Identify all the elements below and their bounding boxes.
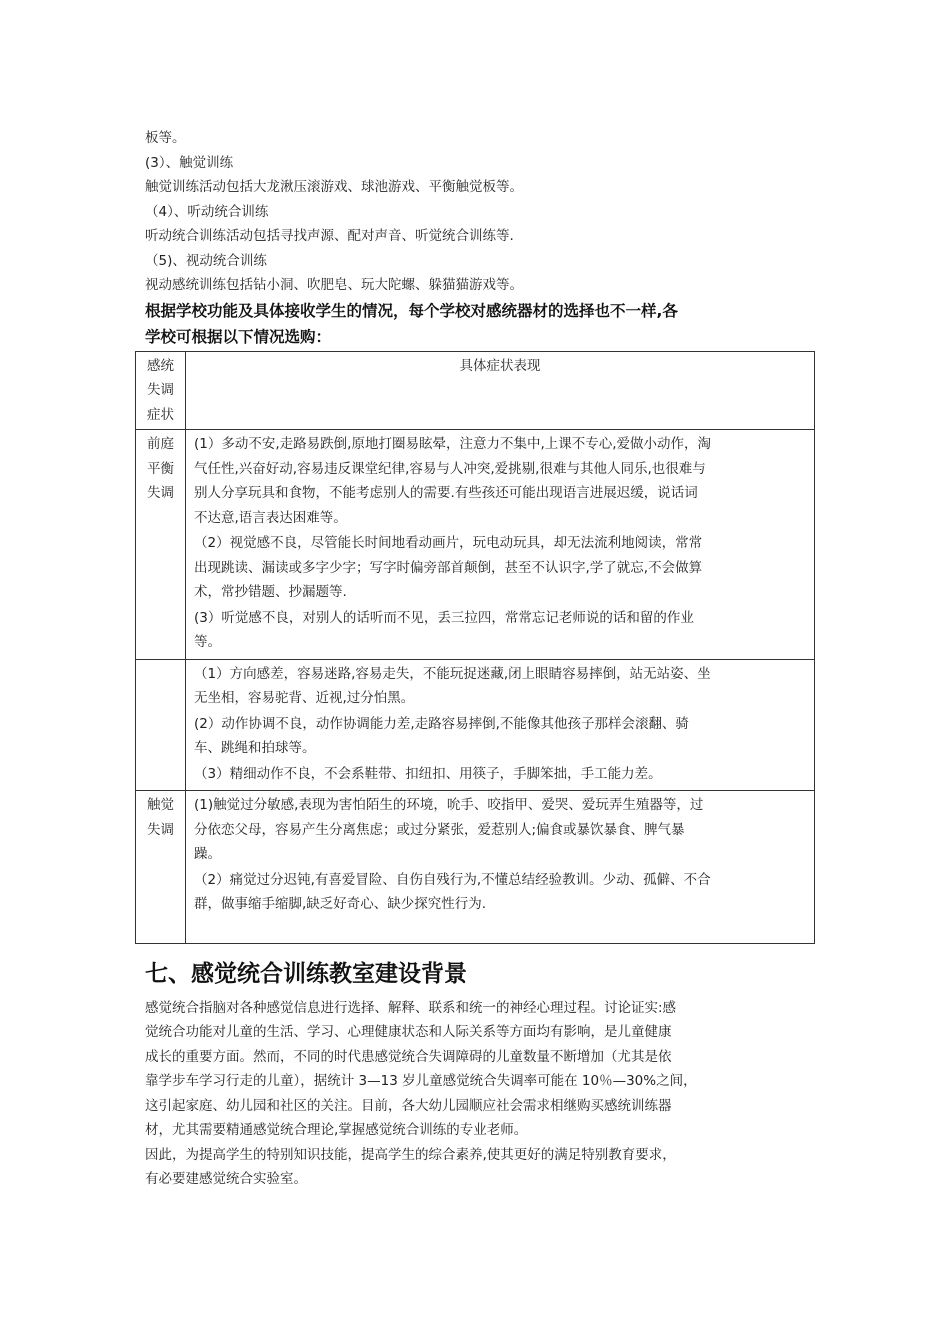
intro-line: 板等。 [145,130,186,146]
intro-line: 听动统合训练活动包括寻找声源、配对声音、听觉统合训练等. [145,228,514,244]
intro-line: (3）、触觉训练 [145,154,234,171]
section-paragraph [145,1143,815,1192]
category-line: 平衡 [147,460,174,477]
symptom-paragraph [194,432,806,530]
row-symptom-cell [186,430,815,660]
text-line: 分依恋父母，容易产生分离焦虑；或过分紧张，爱惹别人;偏食或暴饮暴食、脾气暴 [194,821,685,838]
table-row [136,430,815,660]
text-line: （2）痛觉过分迟钝,有喜爱冒险、自伤自残行为,不懂总结经验教训。少动、孤僻、不合 [194,871,711,888]
text-line: 感觉统合指脑对各种感觉信息进行选择、解释、联系和统一的神经心理过程。讨论证实:感 [145,999,677,1016]
text-line: （3）精细动作不良，不会系鞋带、扣纽扣、用筷子，手脚笨拙，手工能力差。 [194,765,662,782]
symptom-paragraph [194,712,806,761]
header-category-line: 感统 [147,357,174,374]
text-line: 因此，为提高学生的特别知识技能，提高学生的综合素养,使其更好的满足特别教育要求， [145,1146,676,1163]
section-paragraph [145,996,815,1143]
bold-line: 学校可根据以下情况选购： [145,327,332,346]
intro-line: 触觉训练活动包括大龙湫压滚游戏、球池游戏、平衡触觉板等。 [145,179,523,195]
intro-block [145,126,815,298]
text-line: 出现跳读、漏读或多字少字；写字时偏旁部首颠倒，甚至不认识字,学了就忘,不会做算 [194,559,703,576]
text-line: 成长的重要方面。然而，不同的时代患感觉统合失调障碍的儿童数量不断增加（尤其是依 [145,1048,672,1065]
text-line: （1）方向感差，容易迷路,容易走失，不能玩捉迷藏,闭上眼睛容易摔倒，站无站姿、坐 [194,665,711,682]
row-category-cell [136,791,186,944]
intro-line: 视动感统训练包括钻小洞、吹肥皂、玩大陀螺、躲猫猫游戏等。 [145,277,523,293]
text-line: (3）听觉感不良，对别人的话听而不见，丢三拉四，常常忘记老师说的话和留的作业 [194,609,694,626]
text-line: 无坐相，容易驼背、近视,过分怕黑。 [194,690,415,706]
text-line: 等。 [194,634,221,650]
row-symptom-cell [186,659,815,791]
category-line: 触觉 [147,797,174,813]
intro-line: （4）、听动统合训练 [145,203,269,220]
symptom-paragraph [194,793,806,867]
row-symptom-cell [186,791,815,944]
bold-line: 根据学校功能及具体接收学生的情况，每个学校对感统器材的选择也不一样,各 [145,301,678,320]
symptom-paragraph [194,762,806,787]
text-line: （2）视觉感不良，尽管能长时间地看动画片，玩电动玩具，却无法流利地阅读，常常 [194,535,703,551]
row-category-cell [136,430,186,660]
text-line: 气任性,兴奋好动,容易违反课堂纪律,容易与人冲突,爱挑剔,很难与其他人同乐,也很难与 [194,460,706,477]
table-header-row [136,351,815,430]
header-symptom-cell: 具体症状表现 [186,351,815,430]
text-line: 材，尤其需要精通感觉统合理论,掌握感觉统合训练的专业老师。 [145,1122,528,1138]
row-category-cell [136,659,186,791]
symptom-paragraph [194,662,806,711]
category-line: 前庭 [147,436,174,452]
header-category-line: 症状 [147,406,174,423]
text-line: 觉统合功能对儿童的生活、学习、心理健康状态和人际关系等方面均有影响，是儿童健康 [145,1024,672,1040]
bold-statement [145,298,815,350]
text-line: 这引起家庭、幼儿园和社区的关注。目前，各大幼儿园顺应社会需求相继购买感统训练器 [145,1097,672,1114]
category-line: 失调 [147,485,174,501]
text-line: 术，常抄错题、抄漏题等. [194,584,347,600]
header-category-cell [136,351,186,430]
header-category-line: 失调 [147,382,174,398]
symptom-paragraph [194,606,806,655]
text-line: 群，做事缩手缩脚,缺乏好奇心、缺少探究性行为. [194,896,487,912]
text-line: 靠学步车学习行走的儿童），据统计 3—13 岁儿童感觉统合失调率可能在 10％—30%之间， [145,1073,697,1089]
symptom-paragraph [194,868,806,917]
text-line: (1）多动不安,走路易跌倒,原地打圈易眩晕，注意力不集中,上课不专心,爱做小动作，淘 [194,436,712,452]
text-line: 不达意,语言表达困难等。 [194,509,347,526]
text-line: 躁。 [194,846,221,862]
text-line: (1)触觉过分敏感,表现为害怕陌生的环境，吮手、咬指甲、爱哭、爱玩弄生殖器等，过 [194,797,704,813]
document-page [145,126,815,1192]
intro-line: （5)、视动统合训练 [145,252,267,269]
text-line: 有必要建感觉统合实验室。 [145,1171,307,1187]
text-line: 车、跳绳和拍球等。 [194,740,316,756]
table-row [136,659,815,791]
section-heading: 七、感觉统合训练教室建设背景 [145,959,467,987]
symptom-paragraph [194,531,806,605]
category-line: 失调 [147,821,174,838]
symptom-table [135,351,815,944]
text-line: 别人分享玩具和食物，不能考虑别人的需要.有些孩还可能出现语言进展迟缓，说话词 [194,485,698,501]
table-row [136,791,815,944]
text-line: (2）动作协调不良，动作协调能力差,走路容易摔倒,不能像其他孩子那样会滚翻、骑 [194,715,689,732]
